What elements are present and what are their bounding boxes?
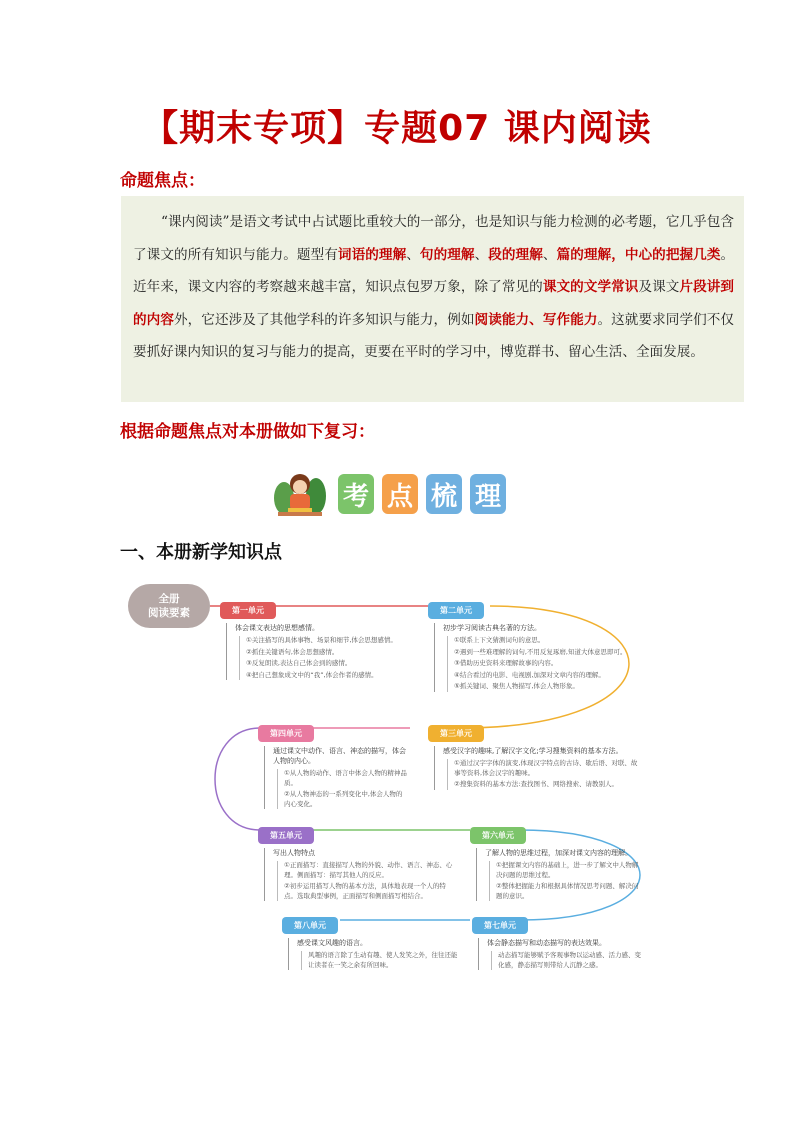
unit-tag: 第七单元 xyxy=(472,917,528,934)
kaodian-banner xyxy=(270,470,506,518)
unit-tag: 第五单元 xyxy=(258,827,314,844)
intro-text: 、 xyxy=(406,246,420,263)
unit-sub: ④结合看过的电影、电视剧,加深对文章内容的理解。 xyxy=(454,670,605,679)
unit-main: 了解人物的思维过程，加深对课文内容的理解。 xyxy=(485,849,632,857)
unit-tag: 第六单元 xyxy=(470,827,526,844)
intro-text: “课内阅读”是语文考试中占试题比重较大的一部分，也是知识与能力检测的必考题，它几乎包含了课文的所有知识与能力。题型有 xyxy=(133,214,734,263)
intro-highlight: 阅读能力、写作能力 xyxy=(474,311,598,328)
unit-main: 通过课文中动作、语言、神态的描写，体会人物的内心。 xyxy=(273,747,406,765)
intro-highlight: 篇的理解，中心的把握几类 xyxy=(556,246,721,263)
unit-tag: 第三单元 xyxy=(428,725,484,742)
intro-box xyxy=(121,196,744,402)
intro-text: 。近年来，课文内容的考察越来越丰富，知识点包罗万象，除了常见的 xyxy=(133,246,735,295)
section-heading: 一、本册新学知识点 xyxy=(120,542,282,563)
unit-3 xyxy=(428,721,643,792)
banner-tile: 点 xyxy=(382,474,418,514)
reading-girl-icon xyxy=(270,470,330,518)
unit-2 xyxy=(428,598,628,694)
intro-text: 、 xyxy=(474,246,489,263)
banner-tile: 理 xyxy=(470,474,506,514)
mindmap-center xyxy=(128,584,210,628)
unit-sub: ①从人物的动作、语言中体会人物的精神品质。 xyxy=(284,769,407,787)
unit-1 xyxy=(220,598,410,682)
unit-sub: 风趣的语言除了生动有趣、使人发笑之外，往往还能让读者在一笑之余有所回味。 xyxy=(308,951,458,969)
unit-5 xyxy=(258,823,458,903)
unit-main: 初步学习阅读古典名著的方法。 xyxy=(443,624,541,632)
unit-sub: ②抓住关键语句,体会思想感情。 xyxy=(246,647,339,656)
unit-main: 体会课文表达的思想感情。 xyxy=(235,624,319,632)
unit-sub: ③反复朗读,表达自己体会到的感情。 xyxy=(246,659,352,667)
unit-sub: ②搜集资料的基本方法:查找图书、网络搜索、请教别人。 xyxy=(454,780,619,788)
unit-tag: 第四单元 xyxy=(258,725,314,742)
banner-tile: 梳 xyxy=(426,474,462,514)
center-label: 阅读要素 xyxy=(148,607,190,619)
unit-main: 感受课文风趣的语言。 xyxy=(297,939,367,947)
unit-tag: 第二单元 xyxy=(428,602,484,619)
unit-7 xyxy=(472,913,642,972)
unit-sub: ①正面描写：直接描写人物的外貌、动作、语言、神态、心理。侧面描写：描写其他人的反应。 xyxy=(284,861,453,879)
page-title: 【期末专项】专题07 课内阅读 xyxy=(142,108,652,149)
unit-sub: ④把自己想象成文中的“我”,体会作者的感情。 xyxy=(246,670,378,679)
unit-sub: ⑤抓关键词、聚焦人物描写,体会人物形象。 xyxy=(454,682,579,690)
unit-main: 感受汉字的趣味,了解汉字文化;学习搜集资料的基本方法。 xyxy=(443,747,623,755)
unit-sub: ①关注描写的具体事物、场景和细节,体会思想感情。 xyxy=(246,636,397,644)
unit-tag: 第八单元 xyxy=(282,917,338,934)
intro-text: 外，它还涉及了其他学科的许多知识与能力，例如 xyxy=(173,311,475,328)
unit-sub: ①通过汉字字体的演变,体现汉字特点的古诗、歇后语、对联、故事等资料,体会汉字的趣味。 xyxy=(454,759,638,777)
intro-highlight: 词语的理解 xyxy=(337,246,407,263)
unit-6 xyxy=(470,823,640,903)
focus-heading: 命题焦点： xyxy=(120,171,205,191)
unit-sub: ①把握课文内容的基础上，进一步了解文中人物解决问题的思维过程。 xyxy=(496,861,639,879)
unit-main: 写出人物特点 xyxy=(273,849,315,857)
unit-sub: ②初步运用描写人物的基本方法，具体地表现一个人的特点。选取典型事例，正面描写和侧面描写相结合。 xyxy=(284,882,446,900)
intro-text: 及课文 xyxy=(638,279,680,295)
intro-highlight: 句的理解 xyxy=(419,246,475,263)
unit-sub: ③借助历史资料来理解故事的内容。 xyxy=(454,659,558,667)
intro-text: 、 xyxy=(542,246,557,263)
unit-sub: 动态描写能够赋予客观事物以运动感、活力感、变化感，静态描写则带给人沉静之感。 xyxy=(498,951,641,969)
unit-sub: ①联系上下文猜测词句的意思。 xyxy=(454,636,545,644)
knowledge-mindmap xyxy=(120,578,680,978)
unit-sub: ②遇到一些难理解的词句,不用反复琢磨,知道大体意思即可。 xyxy=(454,647,627,656)
intro-highlight: 课文的文学常识 xyxy=(542,279,639,295)
intro-highlight: 片段讲到的内容 xyxy=(133,279,735,328)
intro-text: 。这就要求同学们不仅要抓好课内知识的复习与能力的提高，更要在平时的学习中，博览群书、留心生活、全面发展。 xyxy=(133,311,735,360)
center-label: 全册 xyxy=(158,593,180,605)
review-heading: 根据命题焦点对本册做如下复习： xyxy=(120,422,375,442)
unit-8 xyxy=(282,913,462,972)
unit-sub: ②从人物神态的一系列变化中,体会人物的内心变化。 xyxy=(284,790,403,808)
unit-sub: ②整体把握能力和根据具体情况思考问题、解决问题的意识。 xyxy=(496,882,639,900)
banner-tile: 考 xyxy=(338,474,374,514)
unit-4 xyxy=(258,721,408,811)
unit-main: 体会静态描写和动态描写的表达效果。 xyxy=(487,939,606,947)
intro-highlight: 段的理解 xyxy=(488,246,543,263)
unit-tag: 第一单元 xyxy=(220,602,276,619)
